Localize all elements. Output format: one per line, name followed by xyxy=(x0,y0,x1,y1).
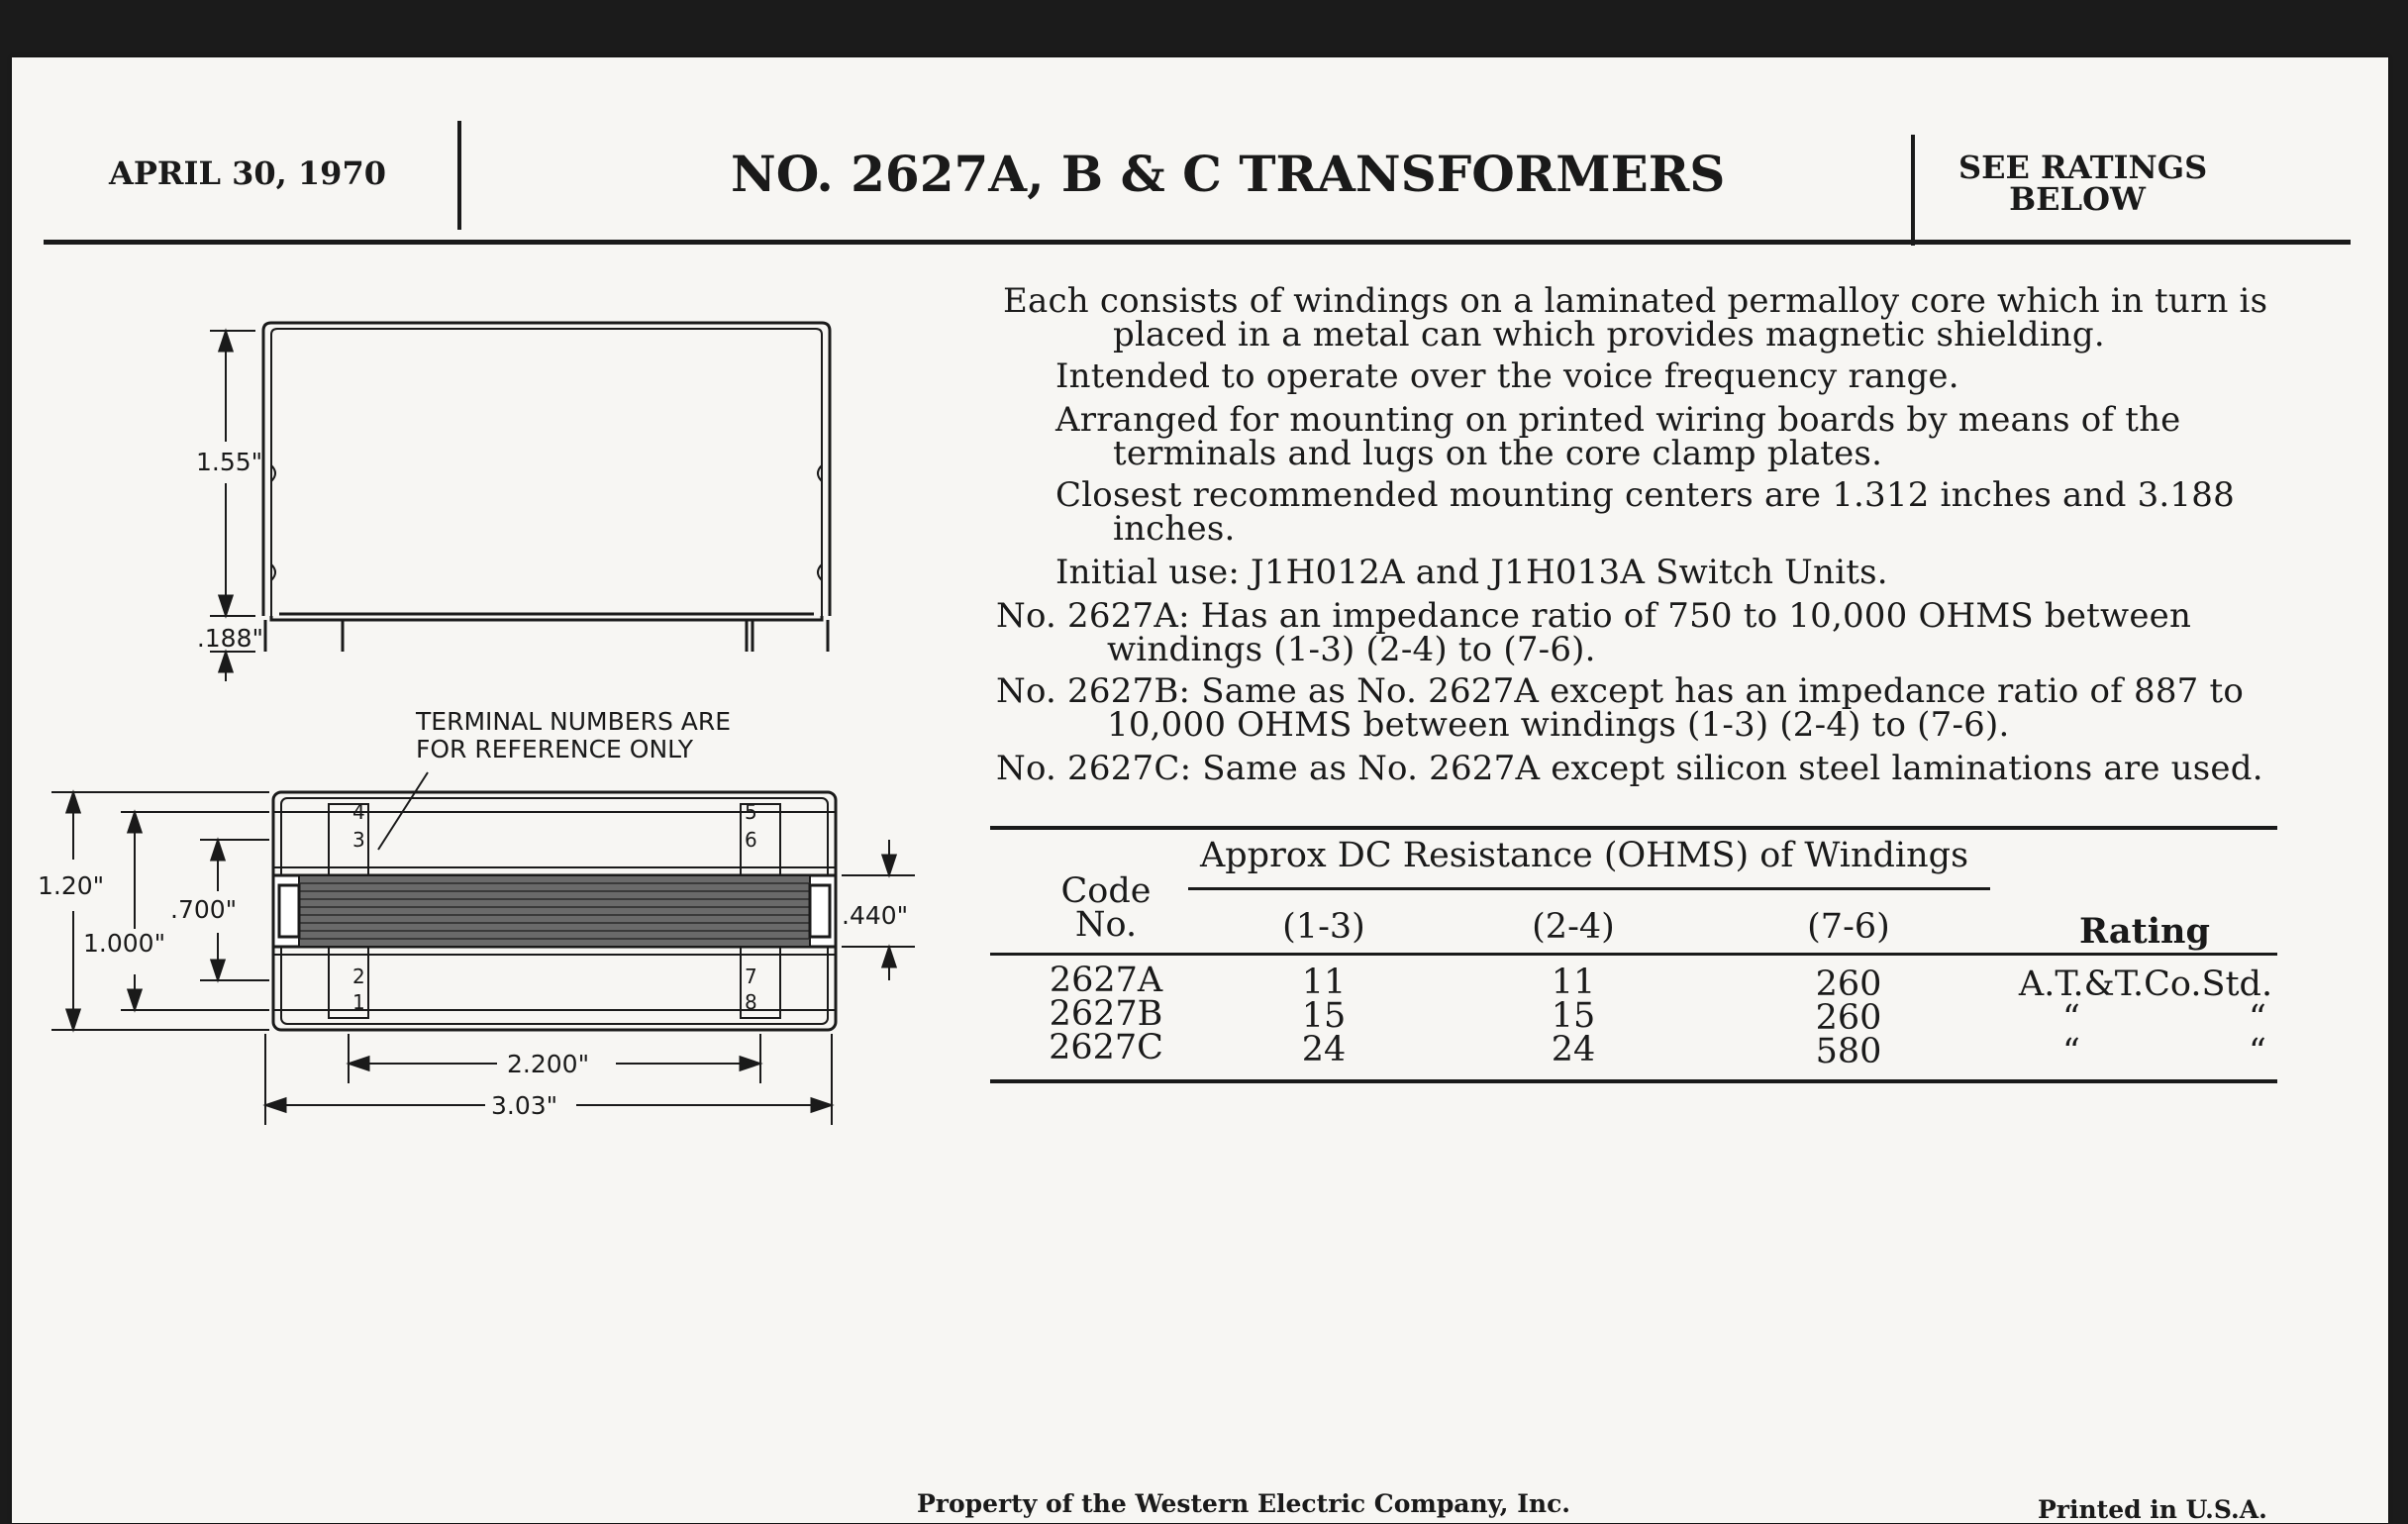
description-line: No. 2627B: Same as No. 2627A except has an impedance ratio of 887 to xyxy=(996,671,2245,711)
header-divider-right xyxy=(1911,135,1915,246)
terminal-number: 1 xyxy=(352,990,365,1014)
terminal-number: 5 xyxy=(745,800,757,824)
row-code: 2627B xyxy=(1049,994,1163,1034)
dim-120-label: 1.20" xyxy=(38,871,105,900)
footer-property: Property of the Western Electric Company, Inc. xyxy=(917,1489,1571,1518)
description-line: placed in a metal can which provides magnetic shielding. xyxy=(1113,315,2105,355)
ratings-note-line1: SEE RATINGS xyxy=(1958,149,2208,186)
description-line: 10,000 OHMS between windings (1-3) (2-4) to (7-6). xyxy=(1107,705,2010,745)
row-7-6: 580 xyxy=(1815,1032,1882,1071)
terminal-number: 3 xyxy=(352,828,365,852)
terminal-note-line1: TERMINAL NUMBERS ARE xyxy=(416,707,732,736)
row-code: 2627A xyxy=(1049,961,1163,1000)
table-header-1-3: (1-3) xyxy=(1282,907,1365,947)
row-1-3: 11 xyxy=(1301,963,1347,1002)
row-1-3: 15 xyxy=(1301,996,1347,1036)
terminal-number: 7 xyxy=(745,965,757,988)
footer-printed: Printed in U.S.A. xyxy=(2038,1495,2267,1524)
dim-303-label: 3.03" xyxy=(491,1091,558,1120)
top-view xyxy=(51,772,915,1125)
description-line: No. 2627A: Has an impedance ratio of 750 to 10,000 OHMS between xyxy=(996,596,2192,636)
table-header-rule xyxy=(990,953,2277,956)
row-2-4: 15 xyxy=(1551,996,1596,1036)
transformer-drawing xyxy=(12,57,962,1147)
row-rating-ditto: “ xyxy=(2249,998,2266,1038)
terminal-number: 4 xyxy=(352,800,365,824)
row-7-6: 260 xyxy=(1815,965,1882,1004)
description-line: terminals and lugs on the core clamp plates. xyxy=(1113,434,1883,473)
table-header-rating: Rating xyxy=(2079,911,2210,952)
dim-pin-label: .188" xyxy=(196,624,263,653)
row-rating-ditto: “ xyxy=(2249,1032,2266,1071)
table-header-code-no: No. xyxy=(1074,905,1138,945)
description-line: inches. xyxy=(1113,509,1236,549)
dim-1000-label: 1.000" xyxy=(83,929,166,958)
row-rating-ditto: “ xyxy=(2062,998,2080,1038)
table-header-7-6: (7-6) xyxy=(1807,907,1890,947)
description-line: Intended to operate over the voice frequency range. xyxy=(1055,356,1959,396)
table-top-rule xyxy=(990,826,2277,830)
table-group-rule xyxy=(1188,887,1990,890)
table-bottom-rule xyxy=(990,1079,2277,1083)
terminal-number: 2 xyxy=(352,965,365,988)
table-header-2-4: (2-4) xyxy=(1532,907,1615,947)
description-line: Closest recommended mounting centers are 1.312 inches and 3.188 xyxy=(1055,475,2235,515)
description-line: Each consists of windings on a laminated permalloy core which in turn is xyxy=(1003,281,2268,321)
ratings-note-line2: BELOW xyxy=(2009,180,2146,218)
row-code: 2627C xyxy=(1049,1028,1163,1067)
row-2-4: 24 xyxy=(1551,1030,1596,1069)
page-title: NO. 2627A, B & C TRANSFORMERS xyxy=(731,145,1726,203)
table-group-header: Approx DC Resistance (OHMS) of Windings xyxy=(1200,836,1969,875)
row-2-4: 11 xyxy=(1551,963,1596,1002)
row-1-3: 24 xyxy=(1301,1030,1347,1069)
row-rating: A.T.&T.Co.Std. xyxy=(2018,965,2273,1004)
issue-date: APRIL 30, 1970 xyxy=(109,154,386,192)
datasheet-page xyxy=(12,57,2388,1523)
terminal-number: 8 xyxy=(745,990,757,1014)
description-line: Initial use: J1H012A and J1H013A Switch Units. xyxy=(1055,553,1888,592)
description-line: No. 2627C: Same as No. 2627A except silicon steel laminations are used. xyxy=(996,749,2263,788)
dim-height-label: 1.55" xyxy=(196,448,263,476)
table-header-code: Code xyxy=(1060,871,1152,911)
description-line: windings (1-3) (2-4) to (7-6). xyxy=(1107,630,1596,669)
description-line: Arranged for mounting on printed wiring boards by means of the xyxy=(1055,400,2181,440)
dim-700-label: .700" xyxy=(170,895,238,924)
side-view xyxy=(210,323,830,681)
terminal-number: 6 xyxy=(745,828,757,852)
row-7-6: 260 xyxy=(1815,998,1882,1038)
row-rating-ditto: “ xyxy=(2062,1032,2080,1071)
dim-440-label: .440" xyxy=(842,901,909,930)
dim-2200-label: 2.200" xyxy=(507,1050,590,1078)
terminal-note-line2: FOR REFERENCE ONLY xyxy=(416,735,694,763)
